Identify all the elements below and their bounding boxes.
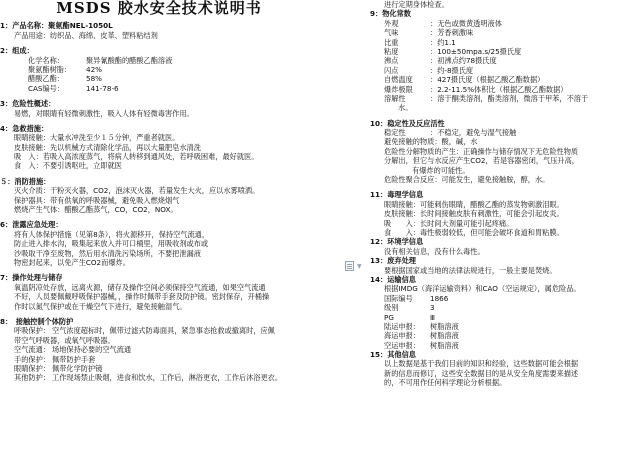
ppe-respiratory: 呼吸保护： 空气浓度超标时，佩带过滤式防毒面具，紧急事态抢救或撤离时，应佩 bbox=[14, 326, 275, 336]
property-row: 爆炸极限 ：2.2-11.5%体积比（根据乙酸乙酯数据） bbox=[384, 84, 568, 94]
other-info-text: 的，不可用作任何科学理论分析根据。 bbox=[384, 378, 507, 388]
section-3-title: 3：危险性概述： bbox=[0, 99, 56, 109]
property-row: 自燃温度 ：427摄氏度（根据乙酸乙酯数据） bbox=[384, 75, 545, 85]
property-row: 粘度 ：100±50mpa.s/25摄氏度 bbox=[384, 46, 522, 56]
transport-row: PG Ⅲ bbox=[384, 312, 435, 322]
section-6-title: 6：泄露应急处理： bbox=[0, 220, 63, 230]
right-column bbox=[370, 0, 640, 388]
property-row: 闪点 ：约-8摄氏度 bbox=[384, 65, 474, 75]
property-row: 外观 ：无色或微黄透明液体 bbox=[384, 18, 502, 28]
ppe-ventilation: 空气流通： 场地保持必要的空气流通 bbox=[14, 345, 132, 355]
section-12-title: 12：环境学信息 bbox=[370, 237, 424, 247]
stability-row: 稳定性 ：不稳定，避免与湿气接触 bbox=[384, 128, 517, 138]
left-column bbox=[0, 0, 318, 383]
ecology-text: 没有相关信息，没有什么毒性。 bbox=[384, 246, 485, 256]
toxicology-text: 皮肤接触：长时间接触皮肤有刺激性，可能会引起皮炎。 bbox=[384, 209, 564, 219]
section-2-title: 2：组成： bbox=[0, 46, 34, 56]
transport-row: 国际编号 1866 bbox=[384, 293, 449, 303]
property-row: 沸点 ：初沸点约78摄氏度 bbox=[384, 56, 497, 66]
first-aid-skin: 皮肤接触：先以机械方式清除化学品，再以大量肥皂水清洗 bbox=[14, 142, 201, 152]
document-icon[interactable] bbox=[345, 261, 354, 271]
product-use: 产品用途：纺织品、海绵、皮革、塑料粘结剂 bbox=[14, 30, 158, 40]
first-aid-inhalation: 吸 入：若吸入高浓度蒸气，将病人转移到通风处，若呼吸困难，最好就医。 bbox=[14, 152, 259, 162]
section-11-title: 11：毒理学信息 bbox=[370, 190, 424, 200]
property-row: 溶解性 ：溶于酮类溶剂，酯类溶剂，微溶于甲苯，不溶于 bbox=[384, 93, 589, 103]
toxicology-text: 吸 入：长时间大剂量可能引起疼痛。 bbox=[384, 218, 514, 228]
section-13-title: 13：废弃处理 bbox=[370, 256, 416, 266]
first-aid-ingestion: 食 入：不要引诱呕吐，立即就医 bbox=[14, 161, 122, 171]
composition-row: CAS编号： 141-78-6 bbox=[28, 83, 119, 93]
stability-text: 有爆炸的可能性。 bbox=[412, 165, 470, 175]
property-row: 气味 ：芳香刺激味 bbox=[384, 28, 474, 38]
hazard-text: 易燃，对眼睛有轻微刺激性，吸入人体有轻微毒害作用。 bbox=[14, 108, 194, 118]
transport-text: 根据IMDG（海洋运输资料）和CAO（空运规定），属危险品。 bbox=[384, 284, 581, 294]
toxicology-text: 食 入：毒性极弱较低，但可能会破坏食道和胃粘膜。 bbox=[384, 227, 564, 237]
composition-row: 醋酸乙酯： 58% bbox=[28, 74, 102, 84]
fire-gases: 燃烧产生气体：醋酸乙酯蒸气，CO，CO2，NOX。 bbox=[14, 205, 178, 215]
section-7-title: 7：操作处理与储存 bbox=[0, 273, 63, 283]
spill-text: 物密封起来，以免产生CO2而爆炸。 bbox=[14, 258, 130, 267]
spill-text: 沙吸取干净至废物，然后用水清洗污染场所，不要把泄漏液 bbox=[14, 248, 201, 258]
storage-text: 氧温阴凉处存放，远离火源，储存及操作空间必须保持空气流通，如果空气流通 bbox=[14, 282, 266, 292]
transport-row: 海运申报： 树脂溶液 bbox=[384, 331, 459, 341]
ppe-hands: 手的保护： 佩带防护手套 bbox=[14, 354, 96, 364]
chevron-down-icon[interactable]: ▼ bbox=[357, 263, 362, 270]
ppe-respiratory-cont: 带空气呼吸器，或氧气呼吸器。 bbox=[14, 335, 115, 345]
other-info-text: 新的信息而修订，这些安全数据目的是从安全角度需要来描述 bbox=[384, 368, 579, 378]
fire-media: 灭火介质：干粉灭火器，CO2，泡沫灭火器，若量发生大火，应以水雾喷洒。 bbox=[14, 186, 260, 196]
section-10-title: 10：稳定性及反应活性 bbox=[370, 118, 445, 128]
first-aid-eye: 眼睛接触：大量水冲洗至少１５分钟，严重者就医。 bbox=[14, 133, 180, 143]
section-4-title: 4：急救措施： bbox=[0, 123, 49, 133]
spill-text: 将有人体保护措施（见第8条），将火源移开，保持空气流通， bbox=[14, 229, 210, 239]
toxicology-text: 眼睛接触：可能刺伤眼睛，醋酸乙酯的蒸发物刺激泪眼。 bbox=[384, 199, 564, 209]
ppe-eyes: 眼睛保护： 佩带化学防护镜 bbox=[14, 363, 103, 373]
property-row: 比重 ：约1.1 bbox=[384, 37, 456, 47]
transport-row: 空运申报： 树脂溶液 bbox=[384, 340, 459, 350]
continued-text: 进行定期身体检查。 bbox=[384, 0, 449, 9]
composition-row: 聚氨酯树脂： 42% bbox=[28, 64, 102, 74]
transport-row: 级别 3 bbox=[384, 303, 435, 313]
document-title: MSDS 胶水安全技术说明书 bbox=[56, 0, 262, 17]
composition-header: 化学名称： 聚异氰酸酯的醋酸乙酯溶液 bbox=[28, 55, 173, 65]
section-1-title: 1：产品名称：聚氨酯NEL-1050L bbox=[0, 21, 113, 31]
stability-text: 分解出，但它与水反应产生CO2，若是容器密闭，气压升高， bbox=[384, 156, 579, 166]
section-14-title: 14：运输信息 bbox=[370, 274, 416, 284]
stability-text: 危险性聚合反应：可能发生，避免接触胺，醇，水。 bbox=[384, 175, 550, 185]
fire-equipment: 保护器具：带有供氧的呼吸器械，避免吸入燃烧烟气 bbox=[14, 195, 180, 205]
spill-text: 防止进入排水沟，吸集起来放入并可口桶里，用吸收剂或布或 bbox=[14, 239, 209, 249]
ppe-other: 其他防护： 工作现场禁止吸烟，进食和饮水，工作后，淋浴更衣，工作后沐浴更衣。 bbox=[14, 373, 283, 383]
transport-row: 陆运申报： 树脂溶液 bbox=[384, 321, 459, 331]
storage-text: 作时以氮气保护或在干燥空气下进行，避免接触湿气。 bbox=[14, 301, 187, 311]
section-8-title: 8： 接触控制个体防护 bbox=[0, 316, 74, 326]
other-info-text: 以上数据是基于我们目前的知识和经验，这些数据可能会根据 bbox=[384, 359, 579, 369]
storage-text: 不好，人员要佩戴呼吸保护器械，，操作时佩带手套及防护镜。密封保存，开桶操 bbox=[14, 292, 270, 302]
section-15-title: 15：其他信息 bbox=[370, 350, 416, 360]
property-row-cont: 水。 bbox=[398, 103, 413, 113]
section-5-title: ５：消防措施： bbox=[0, 176, 51, 186]
disposal-text: 要根据国家或当地的法律法规进行，一般主要是焚烧。 bbox=[384, 265, 557, 275]
stability-text: 避免接触的物质：酸，碱，水 bbox=[384, 137, 478, 147]
section-9-title: 9：物化常数 bbox=[370, 9, 411, 19]
stability-text: 危险性分解物质的产生：正确操作与储存情况下无危险性物质 bbox=[384, 146, 579, 156]
